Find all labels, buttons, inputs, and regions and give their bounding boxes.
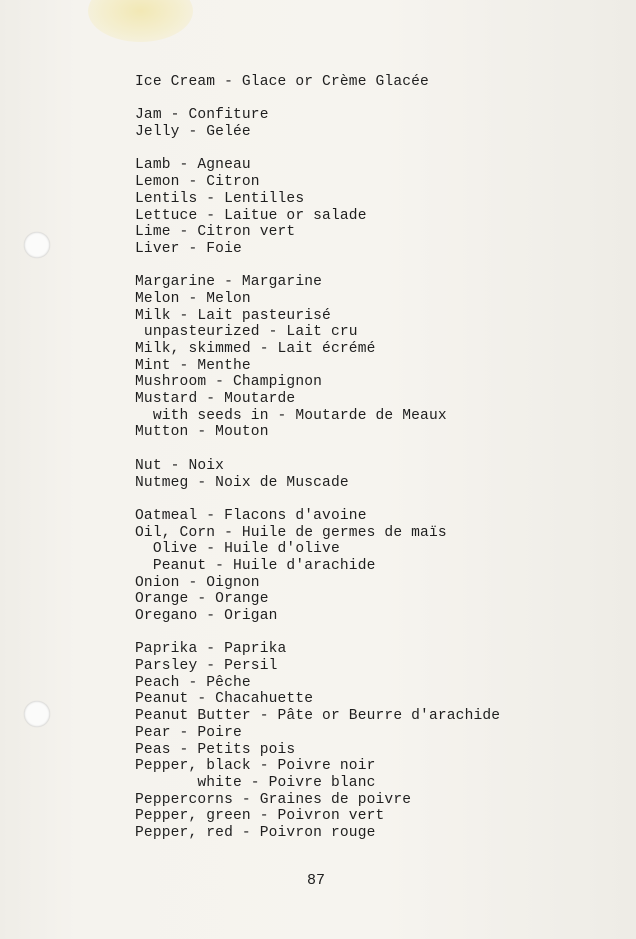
glossary-entry: Peppercorns - Graines de poivre (135, 791, 412, 808)
glossary-entry: Lettuce - Laitue or salade (135, 207, 367, 224)
glossary-entry: Orange - Orange (135, 591, 269, 608)
blank-line (135, 141, 616, 158)
glossary-entry: Jam - Confiture (135, 107, 269, 124)
blank-line (135, 491, 616, 508)
glossary-entry: Peanut - Chacahuette (135, 691, 314, 708)
stain-mark (88, 0, 193, 42)
glossary-entry: Paprika - Paprika (135, 641, 287, 658)
glossary-entry: white - Poivre blanc (135, 774, 376, 791)
glossary-entry: Mustard - Moutarde (135, 391, 296, 408)
glossary-entry: Nutmeg - Noix de Muscade (135, 474, 349, 491)
punch-hole-icon (24, 232, 50, 258)
glossary-entry: Melon - Melon (135, 290, 251, 307)
glossary-entry: Peanut Butter - Pâte or Beurre d'arachide (135, 708, 501, 725)
glossary-entry: Oatmeal - Flacons d'avoine (135, 507, 367, 524)
glossary-entry: Mint - Menthe (135, 357, 251, 374)
glossary-entry: Peach - Pêche (135, 674, 251, 691)
blank-line (135, 91, 616, 108)
glossary-entry: Onion - Oignon (135, 574, 260, 591)
glossary-entry: Margarine - Margarine (135, 274, 323, 291)
glossary-entry: Pepper, black - Poivre noir (135, 758, 376, 775)
blank-line (135, 441, 616, 458)
glossary-entry: Milk - Lait pasteurisé (135, 307, 331, 324)
blank-line (135, 625, 616, 642)
glossary-list (135, 74, 616, 842)
glossary-entry: Peanut - Huile d'arachide (135, 557, 376, 574)
glossary-entry: Pear - Poire (135, 724, 242, 741)
glossary-entry: Peas - Petits pois (135, 741, 296, 758)
glossary-entry: Pepper, green - Poivron vert (135, 808, 385, 825)
glossary-entry: Mushroom - Champignon (135, 374, 323, 391)
page-number: 87 (307, 872, 326, 889)
blank-line (135, 258, 616, 275)
glossary-entry: Mutton - Mouton (135, 424, 269, 441)
glossary-entry: Parsley - Persil (135, 658, 278, 675)
glossary-entry: Lime - Citron vert (135, 224, 296, 241)
glossary-entry: Ice Cream - Glace or Crème Glacée (135, 74, 429, 90)
glossary-entry: Pepper, red - Poivron rouge (135, 824, 376, 841)
glossary-entry: Jelly - Gelée (135, 124, 251, 141)
glossary-entry: unpasteurized - Lait cru (135, 324, 358, 341)
glossary-entry: Liver - Foie (135, 240, 242, 257)
glossary-entry: Lamb - Agneau (135, 157, 251, 174)
glossary-entry: Nut - Noix (135, 457, 225, 474)
glossary-entry: with seeds in - Moutarde de Meaux (135, 407, 447, 424)
glossary-entry: Oregano - Origan (135, 608, 278, 624)
glossary-entry: Milk, skimmed - Lait écrémé (135, 341, 376, 357)
glossary-entry: Olive - Huile d'olive (135, 541, 340, 558)
glossary-entry: Oil, Corn - Huile de germes de maïs (135, 524, 447, 541)
punch-hole-icon (24, 701, 50, 727)
glossary-entry: Lentils - Lentilles (135, 190, 305, 207)
glossary-entry: Lemon - Citron (135, 174, 260, 191)
